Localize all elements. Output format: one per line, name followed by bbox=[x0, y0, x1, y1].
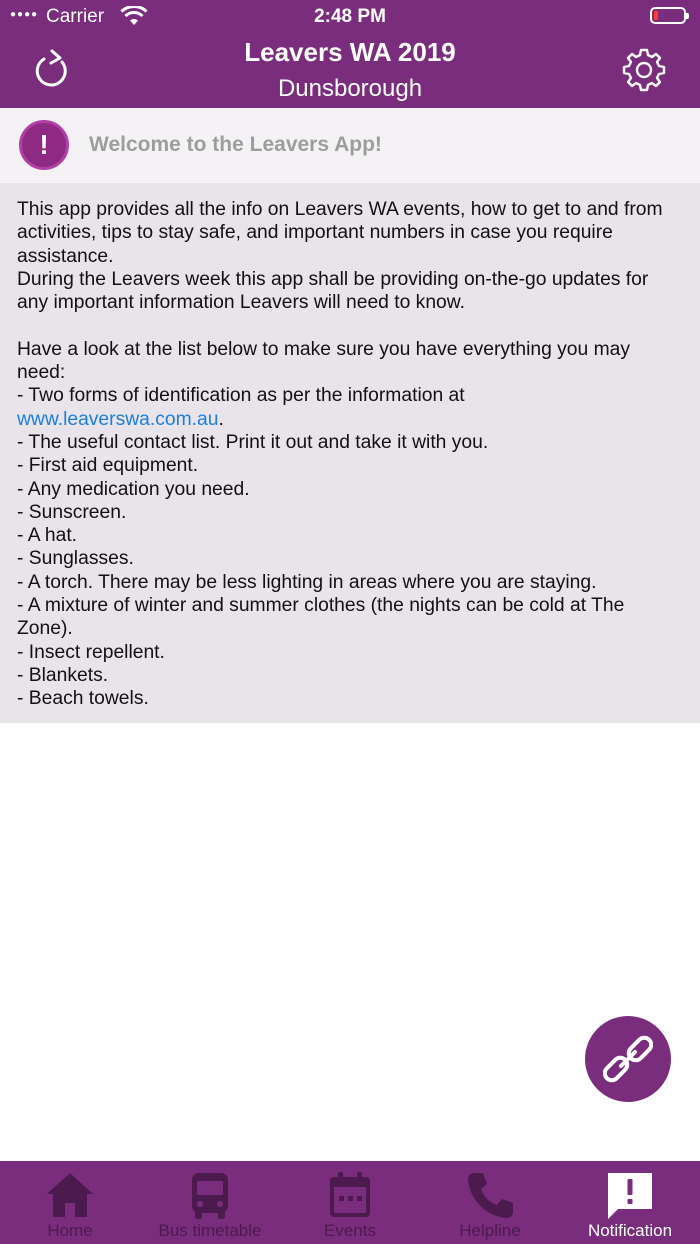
calendar-icon bbox=[324, 1169, 376, 1221]
carrier-label: Carrier bbox=[46, 6, 105, 27]
tab-bus-label: Bus timetable bbox=[158, 1221, 262, 1240]
link-fab-button[interactable] bbox=[585, 1016, 671, 1102]
status-time: 2:48 PM bbox=[314, 6, 386, 27]
home-icon bbox=[44, 1169, 96, 1221]
list-item: - First aid equipment. bbox=[17, 455, 199, 477]
updates-paragraph: During the Leavers week this app shall be providing on-the-go updates for any important information Leavers will need to know. bbox=[17, 268, 649, 314]
checklist bbox=[17, 431, 683, 711]
list-item: - Sunscreen. bbox=[17, 501, 127, 523]
page-title: Leavers WA 2019 bbox=[244, 37, 456, 67]
id-item-text: - Two forms of identification as per the information at bbox=[17, 385, 465, 407]
id-item: - Two forms of identification as per the information at www.leaverswa.com.au. bbox=[17, 385, 465, 430]
welcome-text: Welcome to the Leavers App! bbox=[89, 133, 382, 156]
bus-icon bbox=[184, 1169, 236, 1221]
intro-paragraph: This app provides all the info on Leavers WA events, how to get to and from activities, tips to stay safe, and important numbers in case you require assistance. bbox=[17, 199, 663, 267]
tab-notification-label: Notification bbox=[587, 1221, 673, 1240]
list-item: - Sunglasses. bbox=[17, 548, 134, 570]
tab-notification[interactable] bbox=[560, 1161, 700, 1244]
welcome-bar bbox=[0, 108, 700, 183]
list-item: - Any medication you need. bbox=[17, 478, 250, 500]
signal-icon: ●●●● bbox=[10, 9, 39, 20]
tab-bar bbox=[0, 1161, 700, 1244]
list-item: - Insect repellent. bbox=[17, 641, 165, 663]
list-item: - The useful contact list. Print it out and take it with you. bbox=[17, 431, 489, 453]
tab-home[interactable] bbox=[0, 1161, 140, 1244]
tab-events-label: Events bbox=[324, 1221, 376, 1240]
alert-icon: ! bbox=[19, 120, 69, 170]
info-panel bbox=[0, 183, 700, 723]
status-bar bbox=[0, 0, 700, 34]
list-item: - A torch. There may be less lighting in areas where you are staying. bbox=[17, 571, 597, 593]
settings-gear-icon[interactable] bbox=[620, 46, 668, 94]
phone-icon bbox=[464, 1169, 516, 1221]
checklist-intro: Have a look at the list below to make sure you have everything you may need: bbox=[17, 338, 631, 384]
tab-helpline-label: Helpline bbox=[459, 1221, 521, 1240]
list-item: - A mixture of winter and summer clothes (the nights can be cold at The Zone). bbox=[17, 595, 625, 640]
app-header bbox=[0, 0, 700, 108]
tab-bus-timetable[interactable] bbox=[140, 1161, 280, 1244]
location-subtitle: Dunsborough bbox=[277, 75, 423, 102]
tab-helpline[interactable] bbox=[420, 1161, 560, 1244]
list-item: - Beach towels. bbox=[17, 688, 149, 710]
leaverswa-link[interactable]: www.leaverswa.com.au bbox=[17, 408, 219, 430]
list-item: - Blankets. bbox=[17, 664, 109, 686]
battery-icon bbox=[650, 7, 686, 24]
link-icon bbox=[603, 1034, 653, 1084]
tab-home-label: Home bbox=[47, 1221, 93, 1240]
notification-icon bbox=[604, 1169, 656, 1221]
list-item: - A hat. bbox=[17, 525, 78, 547]
tab-events[interactable] bbox=[280, 1161, 420, 1244]
